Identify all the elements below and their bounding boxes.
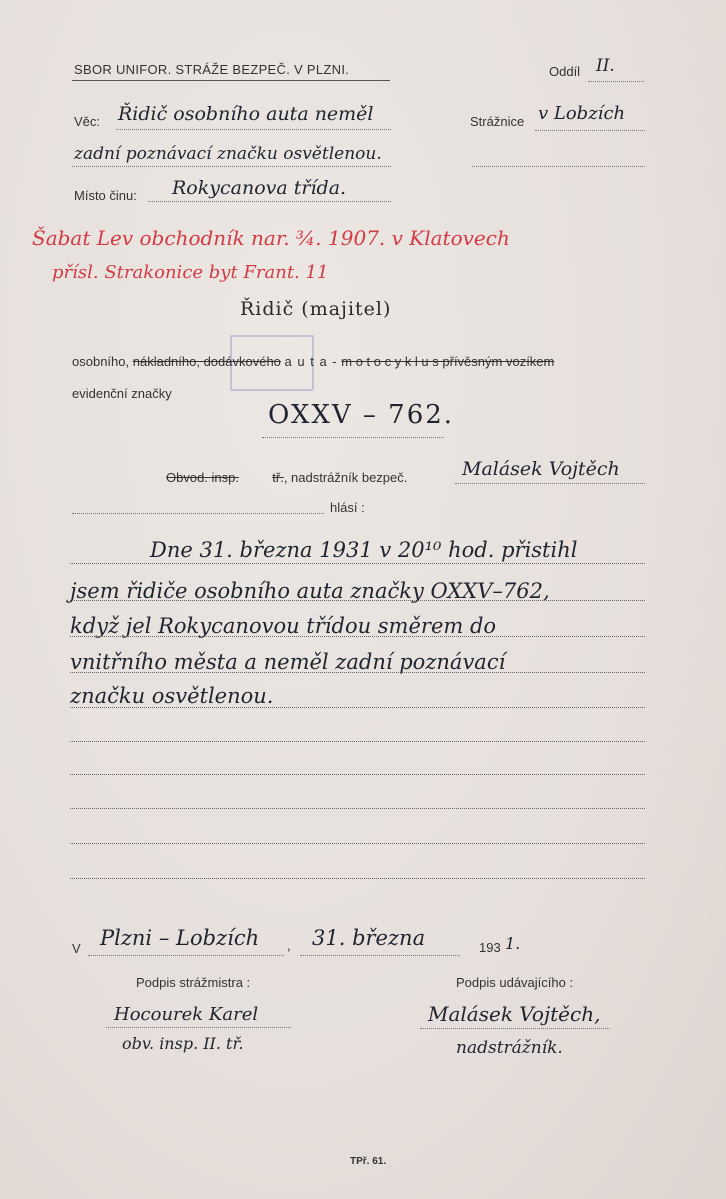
organization-header: SBOR UNIFOR. STRÁŽE BEZPEČ. V PLZNI. [74,62,350,77]
reporter-struck-2: tř. [272,470,284,485]
division-value: II. [596,56,615,76]
right-signature-underline [420,1028,610,1029]
date-underline [300,955,460,956]
reporter-rank: , nadstrážník bezpeč. [283,470,408,485]
report-rule-4 [70,672,645,673]
report-rule-7 [70,774,645,775]
station-value: v Lobzích [538,103,626,124]
station-underline [535,130,645,131]
division-line [588,81,644,82]
report-rule-5 [70,707,645,708]
station-label: Strážnice [470,114,525,129]
right-signature-line-2: nadstrážník. [456,1038,563,1058]
date-comma: , [287,938,291,953]
report-line-5: značku osvětlenou. [70,684,274,708]
driver-title: Řidič (majitel) [240,298,392,320]
subject-underline-1 [116,129,391,130]
registration-label: evidenční značky [72,386,172,401]
subject-label: Věc: [74,114,101,129]
subject-line-2: zadní poznávací značku osvětlenou. [74,144,382,164]
report-line-4: vnitřního města a neměl zadní poznávací [70,650,506,674]
subject-underline-2 [72,166,391,167]
year-printed: 193 [479,940,501,955]
report-rule-2 [70,600,645,601]
reporter-underline [455,483,645,484]
date-place: Plzni – Lobzích [100,926,260,950]
date-day-month: 31. března [312,926,426,950]
reports-label: hlásí : [330,500,365,515]
registration-value: OXXV – 762. [268,400,455,430]
report-line-1: Dne 31. března 1931 v 20¹⁰ hod. přistihl [150,538,578,562]
form-number: TPř. 61. [350,1156,387,1167]
report-line-2: jsem řidiče osobního auta značky OXXV–762, [70,579,550,603]
place-value: Rokycanova třída. [172,177,347,199]
division-label: Oddíl [549,64,581,79]
date-place-underline [88,955,284,956]
reporter-struck-1: Obvod. insp. [166,470,239,485]
subject-line-1: Řidič osobního auta neměl [118,103,374,125]
vehicle-auta: a u t a - [284,354,338,369]
reports-underline [72,513,324,514]
report-rule-1 [70,563,645,564]
report-rule-10 [70,878,645,879]
report-rule-6 [70,741,645,742]
vehicle-type-struck-2: m o t o c y k l u s přívěsným vozíkem [341,354,555,369]
reporter-name: Malásek Vojtěch [462,458,620,480]
header-underline [72,80,390,81]
red-note-line-2: přísl. Strakonice byt Frant. 11 [52,262,329,283]
report-rule-8 [70,808,645,809]
registration-underline [262,437,444,438]
report-line-3: když jel Rokycanovou třídou směrem do [70,614,497,638]
date-prefix: V [72,941,81,956]
red-note-line-1: Šabat Lev obchodník nar. ¾. 1907. v Klatovech [32,226,510,250]
right-signature-line-1: Malásek Vojtěch, [428,1002,601,1026]
left-signature-label: Podpis strážmistra : [136,975,251,990]
place-underline [148,201,391,202]
left-signature-line-2: obv. insp. II. tř. [122,1034,244,1053]
right-signature-label: Podpis udávajícího : [456,975,574,990]
year-handwritten: 1. [505,934,521,953]
report-rule-9 [70,843,645,844]
vehicle-type-struck-1: nákladního, dodávkového [132,354,281,369]
left-signature-line-1: Hocourek Karel [114,1004,259,1025]
station-underline-2 [472,166,645,167]
vehicle-type-osobniho: osobního, [72,354,130,369]
place-label: Místo činu: [74,188,137,203]
report-rule-3 [70,636,645,637]
left-signature-underline [106,1027,291,1028]
